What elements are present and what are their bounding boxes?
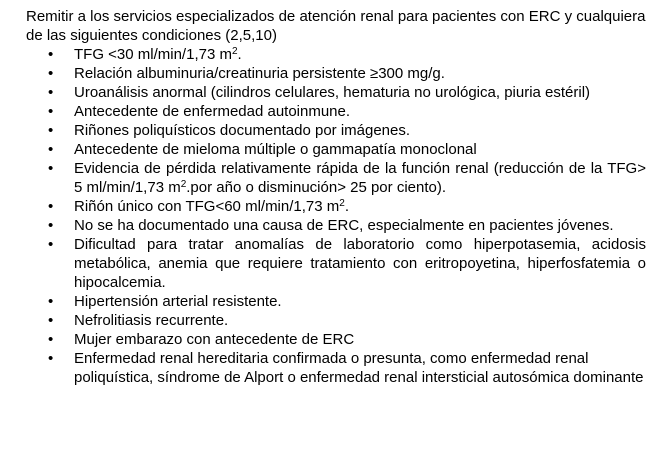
list-item — [74, 83, 646, 102]
item-tail: . — [237, 46, 242, 63]
item-text: Mujer embarazo con antecedente de ERC — [74, 331, 355, 348]
item-text: Riñón único con TFG<60 ml/min/1,73 m — [74, 198, 340, 215]
list-item — [74, 216, 646, 235]
item-text: No se ha documentado una causa de ERC, especialmente en pacientes jóvenes. — [74, 217, 614, 234]
item-text: Hipertensión arterial resistente. — [74, 293, 282, 310]
item-text: Evidencia de pérdida relativamente rápida de la función renal (reducción de la TFG> 5 ml/min/1,73 m — [74, 160, 646, 196]
superscript: 2 — [231, 46, 238, 57]
item-tail: .por año o disminución> 25 por ciento). — [186, 179, 447, 196]
item-text: Antecedente de mieloma múltiple o gammapatía monoclonal — [74, 141, 477, 158]
list-item — [74, 349, 646, 387]
item-tail: . — [344, 198, 349, 215]
item-text: Dificultad para tratar anomalías de laboratorio como hiperpotasemia, acidosis metabólica, anemia que requiere tratamiento con eritropoyetina, hiperfosfatemia o hipocalcemia. — [74, 236, 646, 291]
list-item — [74, 330, 646, 349]
list-item — [74, 292, 646, 311]
list-item — [74, 311, 646, 330]
list-item — [74, 102, 646, 121]
item-text: Riñones poliquísticos documentado por imágenes. — [74, 122, 411, 139]
item-text: Uroanálisis anormal (cilindros celulares, hematuria no urológica, piuria estéril) — [74, 84, 591, 101]
item-text: Nefrolitiasis recurrente. — [74, 312, 229, 329]
list-item — [74, 121, 646, 140]
list-item — [74, 140, 646, 159]
list-item — [74, 45, 646, 64]
list-item — [74, 197, 646, 216]
referral-criteria-list — [26, 45, 646, 387]
list-item — [74, 159, 646, 197]
item-text: TFG <30 ml/min/1,73 m — [74, 46, 232, 63]
item-text: Enfermedad renal hereditaria confirmada o presunta, como enfermedad renal poliquística, síndrome de Alport o enfermedad renal intersticial autosómica dominante — [74, 350, 644, 386]
superscript: 2 — [339, 198, 345, 209]
list-item — [74, 235, 646, 292]
list-item — [74, 64, 646, 83]
item-text: Relación albuminuria/creatinuria persistente ≥300 mg/g. — [74, 65, 445, 82]
item-text: Antecedente de enfermedad autoinmune. — [74, 103, 351, 120]
superscript: 2 — [180, 179, 187, 190]
intro-paragraph: Remitir a los servicios especializados de atención renal para pacientes con ERC y cualquiera de las siguientes condiciones (2,5,10) — [26, 8, 646, 44]
